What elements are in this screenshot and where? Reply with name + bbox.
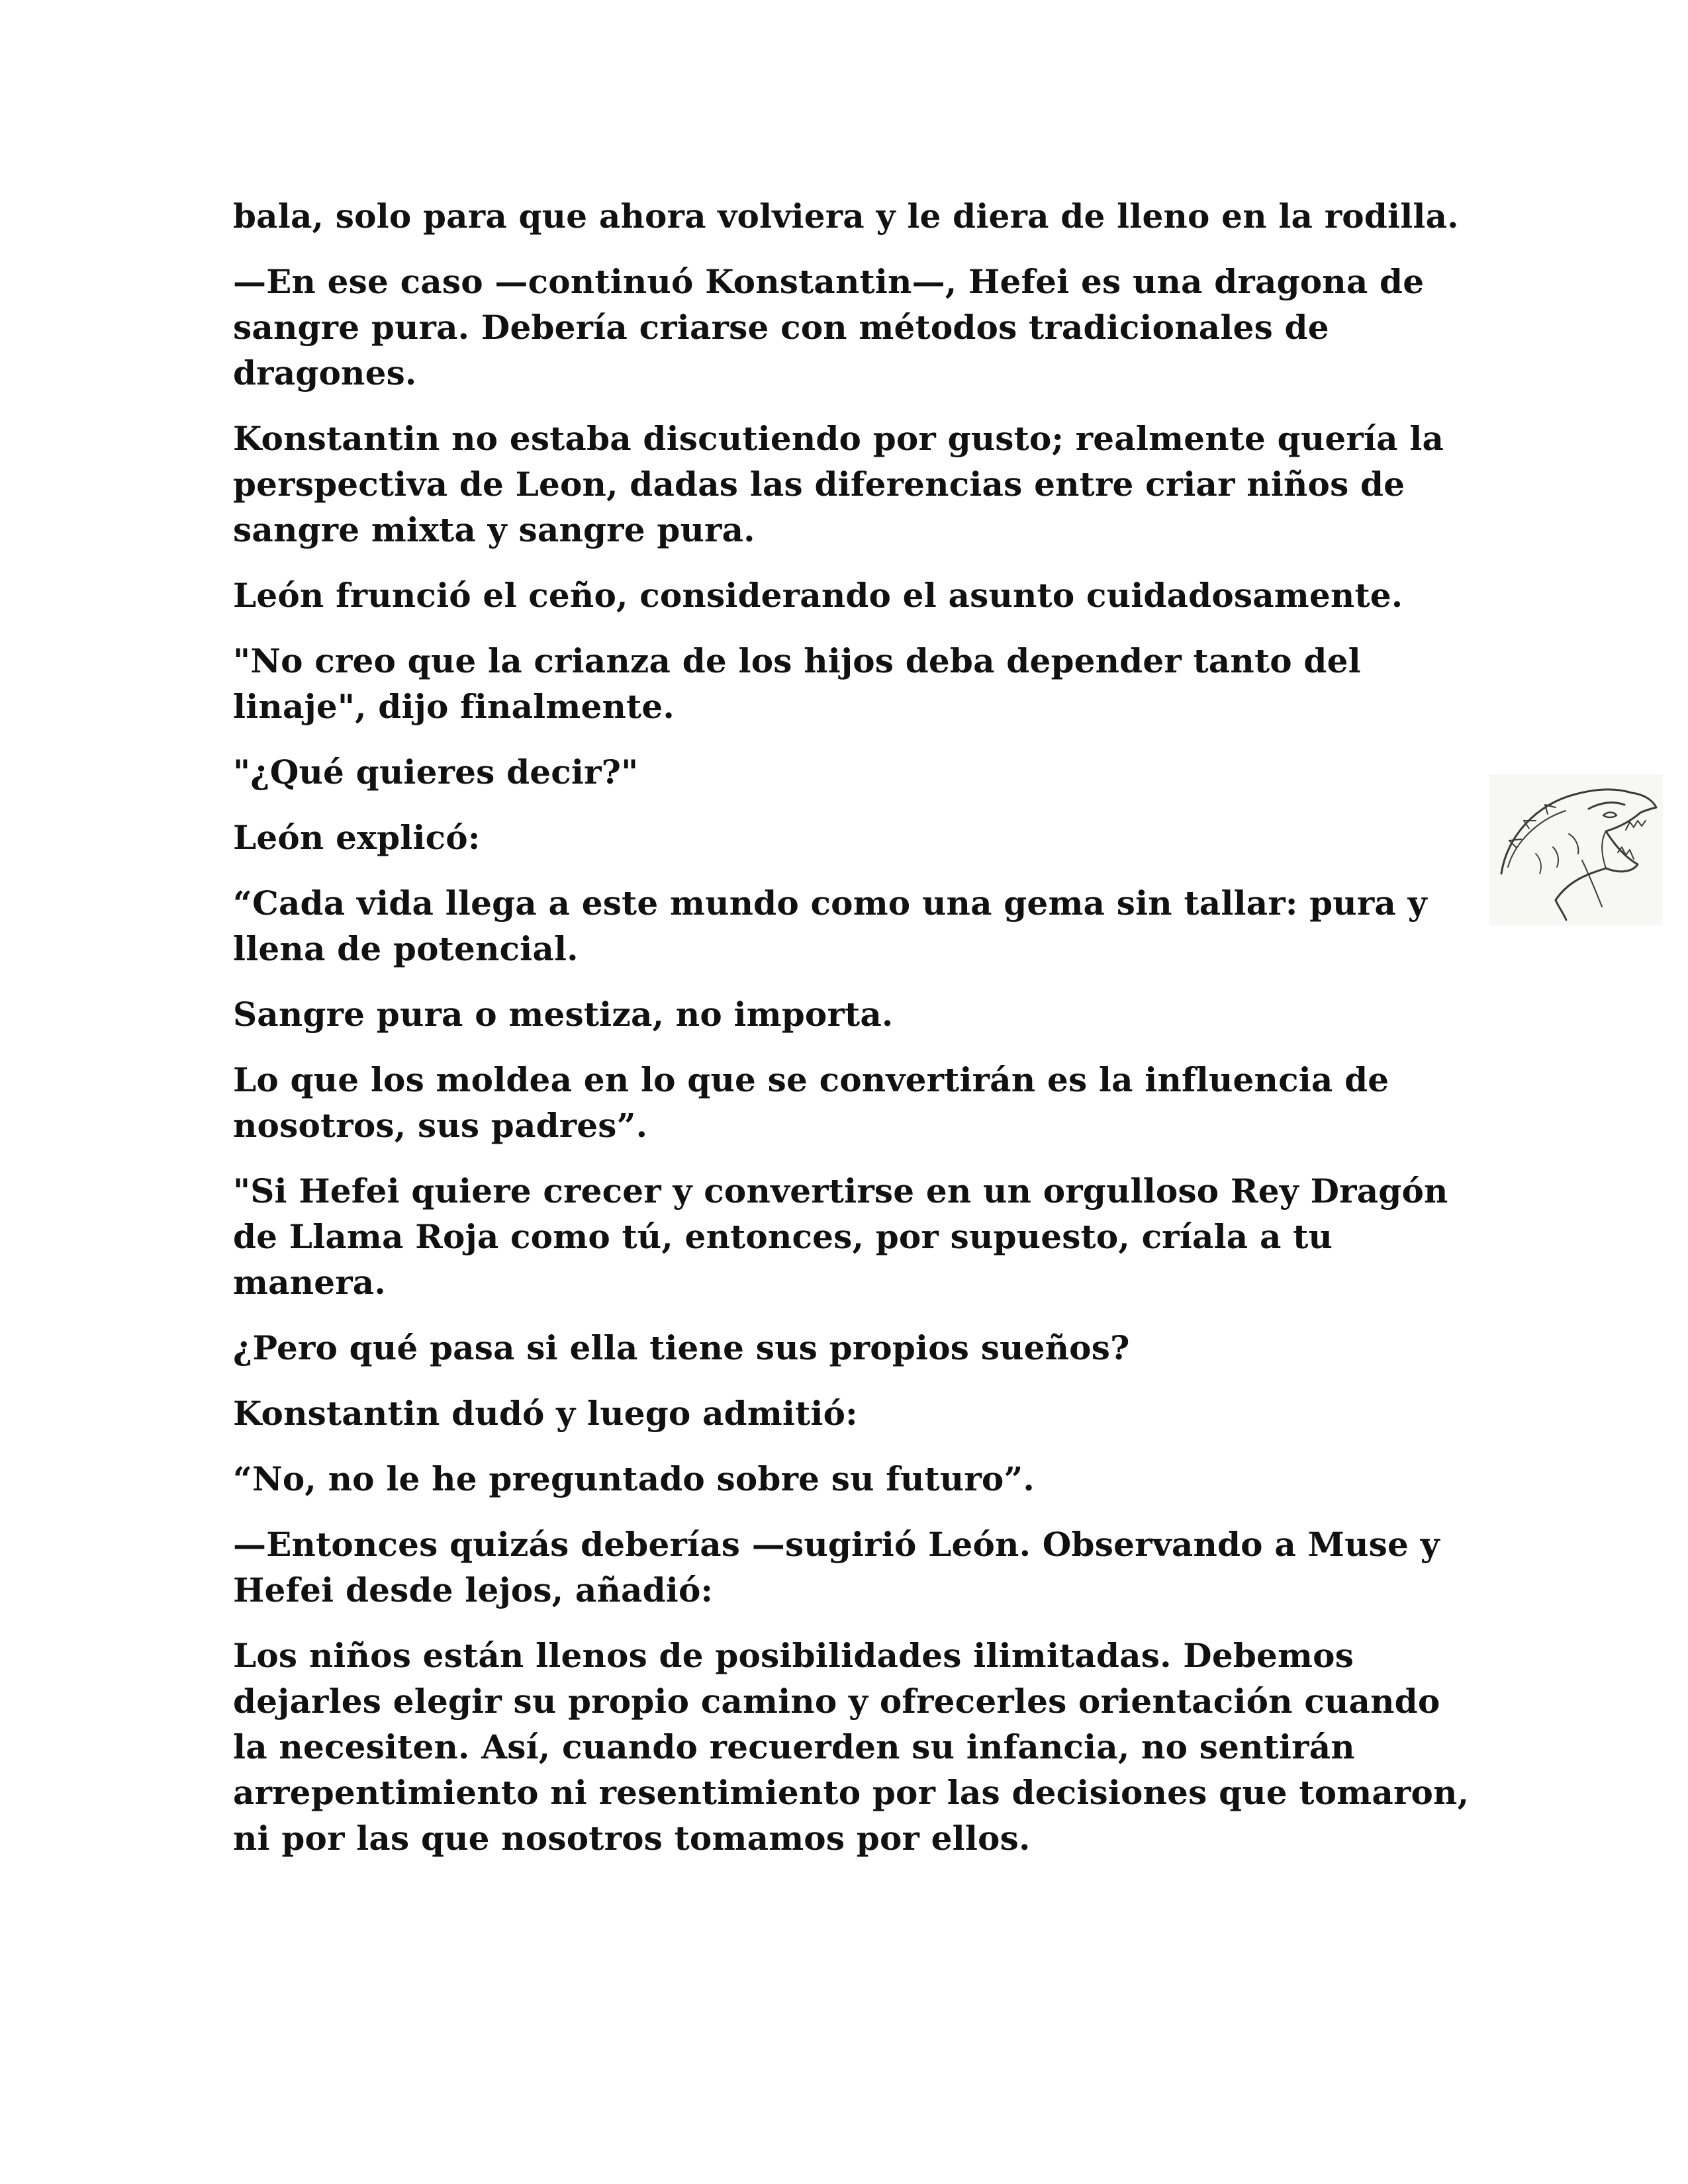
paragraph-6: "¿Qué quieres decir?" xyxy=(233,752,639,792)
paragraph-14: “No, no le he preguntado sobre su futuro”. xyxy=(233,1459,1035,1498)
paragraph-5: "No creo que la crianza de los hijos deba depender tanto del linaje", dijo finalmente. xyxy=(233,641,1361,726)
paragraph-3: Konstantin no estaba discutiendo por gusto; realmente quería la perspectiva de Leon, dadas las diferencias entre criar niños de sangre mixta y sangre pura. xyxy=(233,419,1444,549)
paragraph-1: bala, solo para que ahora volviera y le diera de lleno en la rodilla. xyxy=(233,197,1459,236)
paragraph-10: Lo que los moldea en lo que se convertirán es la influencia de nosotros, sus padres”. xyxy=(233,1060,1389,1145)
paragraph-8: “Cada vida llega a este mundo como una gema sin tallar: pura y llena de potencial. xyxy=(233,884,1427,968)
paragraph-7: León explicó: xyxy=(233,818,481,857)
paragraph-9: Sangre pura o mestiza, no importa. xyxy=(233,995,894,1034)
body-text xyxy=(233,193,1477,1881)
paragraph-2: —En ese caso —continuó Konstantin—, Hefei es una dragona de sangre pura. Debería criarse con métodos tradicionales de dragones. xyxy=(233,262,1425,392)
paragraph-15: —Entonces quizás deberías —sugirió León. Observando a Muse y Hefei desde lejos, añadió: xyxy=(233,1525,1440,1610)
paragraph-16: Los niños están llenos de posibilidades ilimitadas. Debemos dejarles elegir su propio camino y ofrecerles orientación cuando la necesiten. Así, cuando recuerden su infancia, no sentirán arrepentimiento ni resentimiento por las decisiones que tomaron, ni por las que nosotros tomamos por ellos. xyxy=(233,1636,1470,1858)
dragon-head-sketch-icon xyxy=(1489,774,1663,925)
paragraph-4: León frunció el ceño, considerando el asunto cuidadosamente. xyxy=(233,576,1403,615)
paragraph-12: ¿Pero qué pasa si ella tiene sus propios sueños? xyxy=(233,1328,1130,1367)
paragraph-11: "Si Hefei quiere crecer y convertirse en un orgulloso Rey Dragón de Llama Roja como tú, entonces, por supuesto, críala a tu manera. xyxy=(233,1171,1448,1302)
paragraph-13: Konstantin dudó y luego admitió: xyxy=(233,1394,858,1433)
